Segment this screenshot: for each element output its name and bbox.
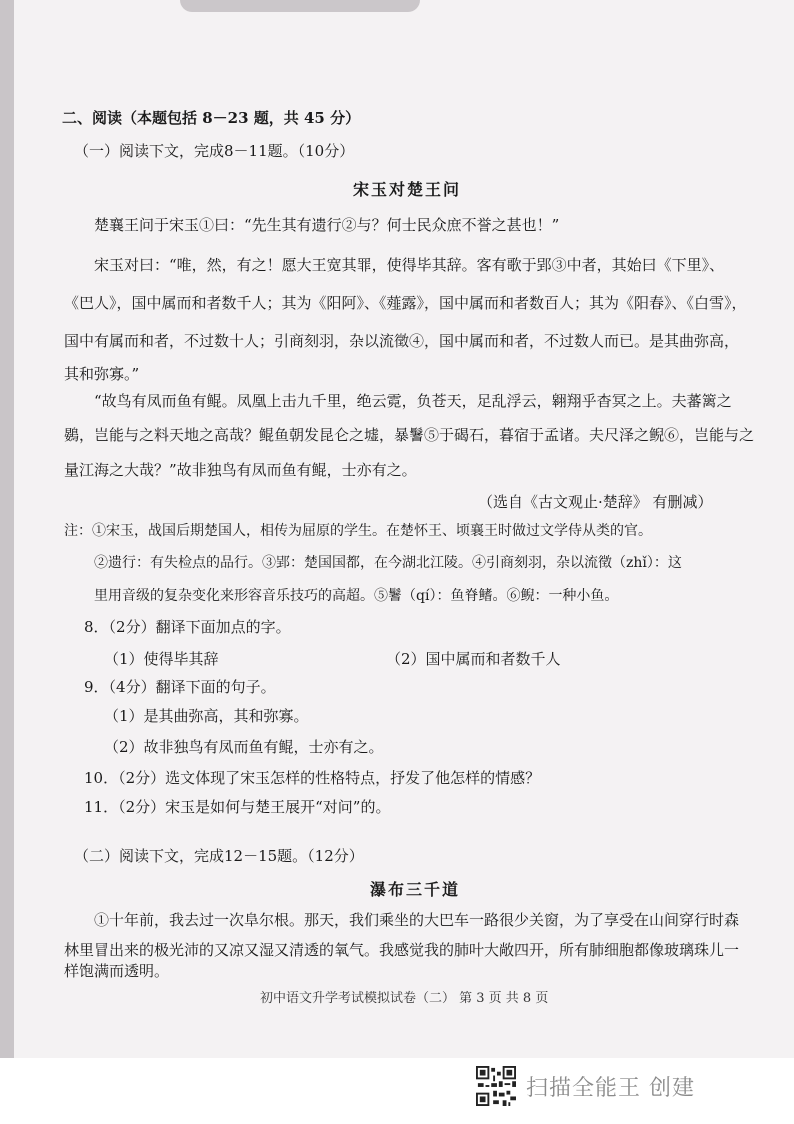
source-citation: （选自《古文观止·楚辞》 有删减） xyxy=(478,493,713,511)
passage1-line: 楚襄王问于宋玉①曰：“先生其有遗行②与？何士民众庶不誉之甚也！” xyxy=(94,216,560,234)
passage1-line: 其和弥寡。” xyxy=(64,365,140,383)
passage1-line: 宋玉对曰：“唯，然，有之！愿大王宽其罪，使得毕其辞。客有歌于郢③中者，其始曰《下里》、 xyxy=(94,256,725,274)
question-8-2: （2）国中属而和者数千人 xyxy=(386,650,561,668)
watermark-text: 扫描全能王 创建 xyxy=(526,1075,695,1101)
section-heading: 二、阅读（本题包括 8－23 题，共 45 分） xyxy=(62,109,361,127)
question-8-1: （1）使得毕其辞 xyxy=(104,650,219,668)
note-line: 里用音级的复杂变化来形容音乐技巧的高超。⑤鬐（qí）：鱼脊鳍。⑥鲵：一种小鱼。 xyxy=(94,588,619,604)
passage1-line: 鷃，岂能与之料天地之高哉？鲲鱼朝发昆仑之墟，暴鬐⑤于碣石，暮宿于孟诸。夫尺泽之鲵⑥，岂能与之 xyxy=(64,426,755,444)
note-line: 注：①宋玉，战国后期楚国人，相传为屈原的学生。在楚怀王、顷襄王时做过文学侍从类的官。 xyxy=(64,523,652,539)
question-11: 11．（2分）宋玉是如何与楚王展开“对问”的。 xyxy=(84,798,391,816)
part1-instruction: （一）阅读下文，完成8－11题。（10分） xyxy=(74,142,355,160)
question-10: 10．（2分）选文体现了宋玉怎样的性格特点，抒发了他怎样的情感？ xyxy=(84,769,541,787)
question-8: 8．（2分）翻译下面加点的字。 xyxy=(84,618,291,636)
passage2-line: ①十年前，我去过一次阜尔根。那天，我们乘坐的大巴车一路很少关窗，为了享受在山间穿行时森 xyxy=(94,911,740,929)
scan-shadow xyxy=(180,0,420,12)
passage1-line: 量江海之大哉？”故非独鸟有凤而鱼有鲲，士亦有之。 xyxy=(64,461,417,479)
question-9-1: （1）是其曲弥高，其和弥寡。 xyxy=(104,707,309,725)
scanner-watermark xyxy=(476,1066,695,1106)
passage2-line: 样饱满而透明。 xyxy=(64,962,170,980)
passage1-title: 宋玉对楚王问 xyxy=(353,180,462,199)
part2-instruction: （二）阅读下文，完成12－15题。（12分） xyxy=(74,847,364,865)
page-footer: 初中语文升学考试模拟试卷（二） 第 3 页 共 8 页 xyxy=(260,991,549,1006)
question-9-2: （2）故非独鸟有凤而鱼有鲲，士亦有之。 xyxy=(104,738,384,756)
question-9: 9．（4分）翻译下面的句子。 xyxy=(84,678,276,696)
passage1-line: 国中有属而和者，不过数十人；引商刻羽，杂以流徵④，国中属而和者，不过数人而已。是其曲弥高， xyxy=(64,332,740,350)
passage2-title: 瀑布三千道 xyxy=(370,880,461,899)
qr-code-icon xyxy=(476,1066,516,1106)
passage1-line: 《巴人》，国中属而和者数千人；其为《阳阿》、《薤露》，国中属而和者数百人；其为《阳春》、《白雪》， xyxy=(64,294,747,312)
page-edge-shadow xyxy=(0,0,14,1058)
passage1-line: “故鸟有凤而鱼有鲲。凤凰上击九千里，绝云霓，负苍天，足乱浮云，翱翔乎杳冥之上。夫蕃篱之 xyxy=(94,392,732,410)
passage2-line: 林里冒出来的极光沛的又凉又湿又清透的氧气。我感觉我的肺叶大敞四开，所有肺细胞都像玻璃珠儿一 xyxy=(64,941,740,959)
note-line: ②遗行：有失检点的品行。③郢：楚国国都，在今湖北江陵。④引商刻羽，杂以流徵（zhǐ）：这 xyxy=(94,555,682,571)
